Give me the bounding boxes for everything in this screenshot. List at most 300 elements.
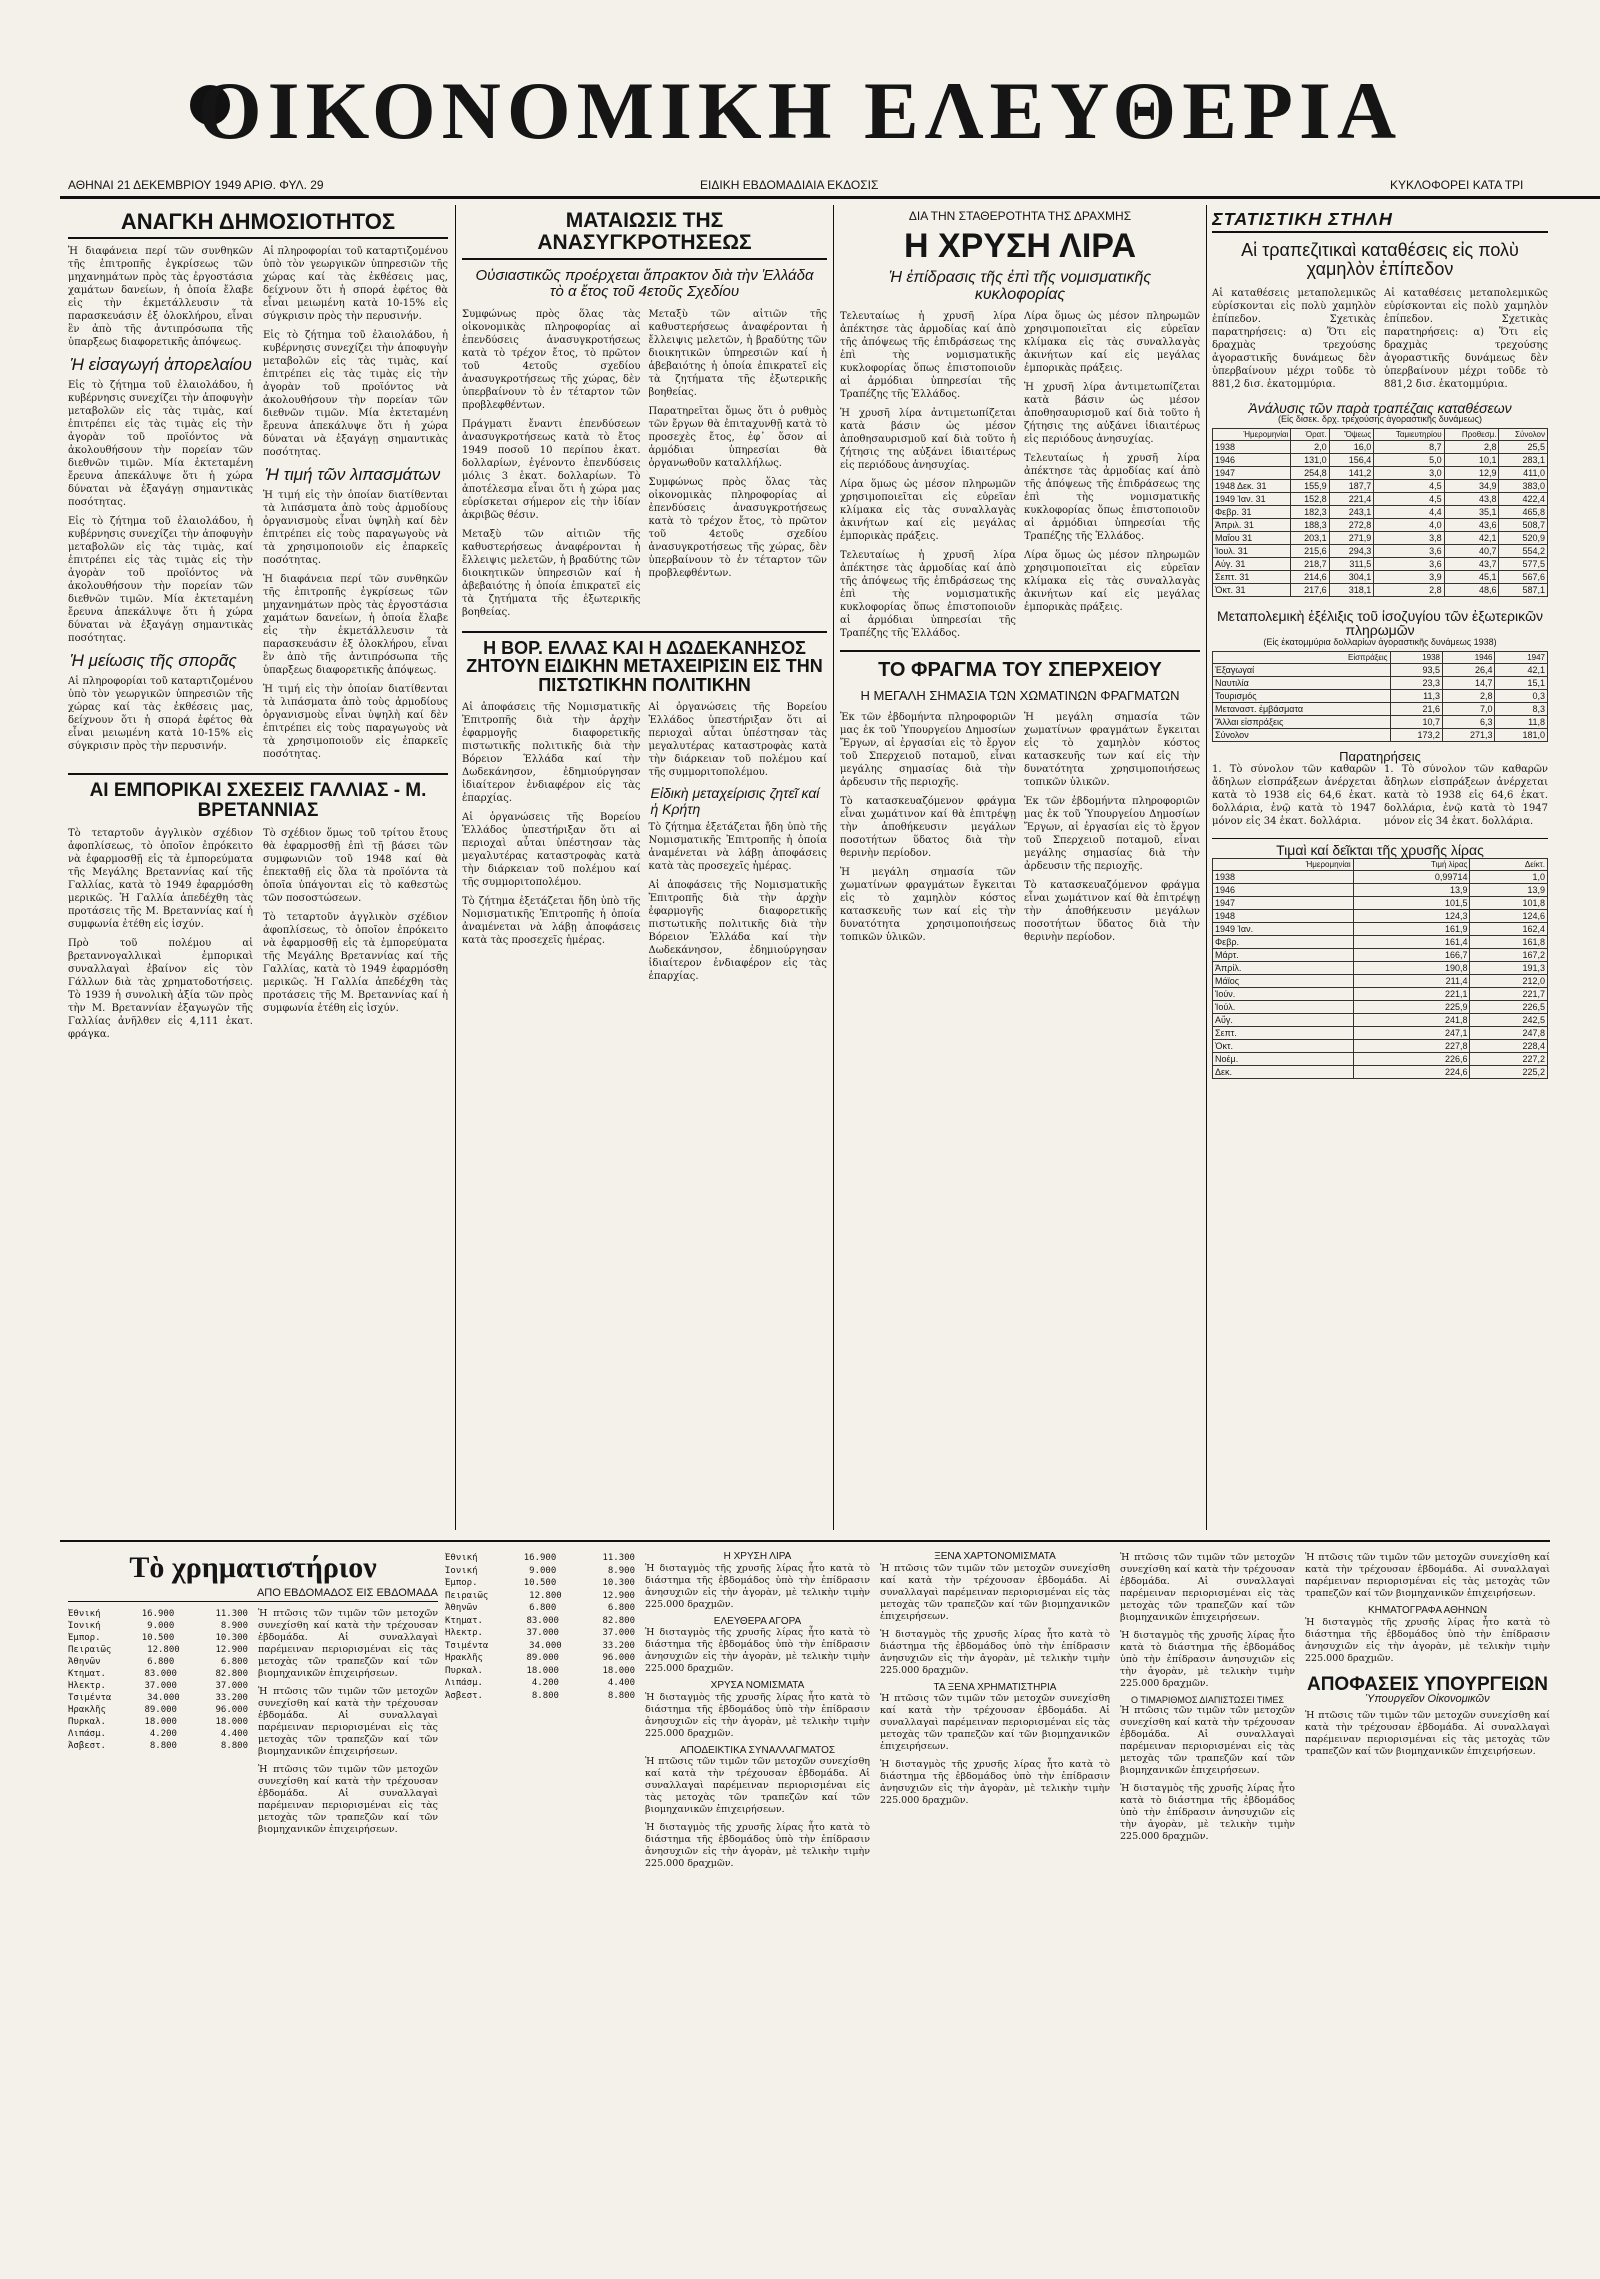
share-value: Ἀθηνῶν: [445, 1603, 478, 1613]
table-row: [1213, 440, 1548, 453]
share-value: 6.800: [220, 1657, 248, 1668]
table-cell: 311,5: [1329, 557, 1374, 570]
paragraph: Ἐκ τῶν ἐβδομήντα πληροφοριῶν μας ἐκ τοῦ Ὑπουργείου Δημοσίων Ἔργων, αἱ ἐργασίαι εἰς τὸ ἔργον τοῦ Σπερχειοῦ ποταμοῦ, εἶναι μεγάλης σημασίας διὰ τὴν ἀρδευσιν τῆς περιοχῆς.: [1024, 795, 1200, 872]
table-row: [1213, 531, 1548, 544]
paragraph: Πρὸ τοῦ πολέμου αἱ βρεταννογαλλικαὶ ἐμπορικαὶ συναλλαγαὶ ἐβαίνον εἰς τὸν Γάλλων διὰ τὰς χρηματοδοτήσεις. Τὸ 1939 ἡ συνολικὴ ἀξία τῶν πρὸς τὴν Μ. Βρεταννίαν ἐξαγωγῶν τῆς Γαλλίας ἀνῆλθεν εἰς 4,111 ἑκατ. φράγκα.: [68, 937, 253, 1040]
table-row: [1213, 948, 1548, 961]
table-header-cell: Προθεσμ.: [1444, 428, 1499, 440]
share-value: 6.800: [529, 1603, 557, 1613]
table-cell: 221,7: [1470, 987, 1548, 1000]
table-cell: 224,6: [1353, 1065, 1470, 1078]
share-value: 82.800: [215, 1669, 248, 1680]
table-row: [1213, 1039, 1548, 1052]
paragraph: Ἡ πτῶσις τῶν τιμῶν τῶν μετοχῶν συνεχίσθη καί κατὰ τὴν τρέχουσαν ἑβδομάδα. Αἱ συναλλαγαὶ παρέμειναν περιορισμέναι εἰς τὰς μετοχὰς τῶν τραπεζῶν καί τῶν βιομηχανικῶν ἐπιχειρήσεων.: [1305, 1552, 1550, 1599]
share-value: 4.200: [531, 1678, 559, 1688]
share-value: 37.000: [144, 1681, 177, 1692]
table-cell: 3,9: [1374, 570, 1444, 583]
table-title-lira: Τιμαὶ καί δεῖκται τῆς χρυσῆς λίρας: [1212, 838, 1548, 858]
table-cell: 1947: [1213, 466, 1291, 479]
table-cell: 161,9: [1353, 922, 1470, 935]
share-value: 8.800: [220, 1741, 248, 1752]
table-cell: 587,1: [1499, 583, 1548, 596]
table-cell: Νοέμ.: [1213, 1052, 1354, 1065]
share-value: Πειραιῶς: [445, 1590, 489, 1601]
table-cell: 241,8: [1353, 1013, 1470, 1026]
paragraph: Ἡ δισταγμὸς τῆς χρυσῆς λίρας ἦτο κατὰ τὸ διάστημα τῆς ἑβδομάδος ὑπὸ τὴν ἐπίδρασιν ἀνησυχιῶν εἰς τὴν ἀγορὰν, μὲ τελικὴν τιμὴν 225.000 δραχμῶν.: [1305, 1616, 1550, 1664]
headline-fragma-spercheiou: ΤΟ ΦΡΑΓΜΑ ΤΟΥ ΣΠΕΡΧΕΙΟΥ: [878, 658, 1162, 681]
subhead-timi: Ἡ τιμή τῶν λιπασμάτων: [265, 465, 441, 485]
table-cell: 520,9: [1499, 531, 1548, 544]
subhead-fragma: Η ΜΕΓΑΛΗ ΣΗΜΑΣΙΑ ΤΩΝ ΧΩΜΑΤΙΝΩΝ ΦΡΑΓΜΑΤΩΝ: [860, 687, 1180, 703]
table-cell: 11,8: [1495, 715, 1548, 728]
table-cell: 12,9: [1444, 466, 1499, 479]
table-cell: 93,5: [1390, 663, 1442, 676]
table-cell: 1938: [1213, 870, 1354, 883]
table-header-cell: Ὁρατ.: [1291, 428, 1329, 440]
table-cell: Ἀπρίλ.: [1213, 961, 1354, 974]
share-value: 11.300: [215, 1609, 248, 1620]
headline-chrimatistirion: Τὸ χρηματιστήριον: [129, 1552, 377, 1584]
paragraph: Ἡ πτῶσις τῶν τιμῶν τῶν μετοχῶν συνεχίσθη καί κατὰ τὴν τρέχουσαν ἑβδομάδα. Αἱ συναλλαγαὶ παρέμειναν περιορισμέναι εἰς τὰς μετοχὰς τῶν τραπεζῶν καί τῶν βιομηχανικῶν ἐπιχειρήσεων.: [1120, 1552, 1295, 1623]
share-row: [68, 1692, 248, 1704]
share-value: 89.000: [526, 1653, 559, 1663]
table-cell: 508,7: [1499, 518, 1548, 531]
paragraph: Ἡ μεγάλη σημασία τῶν χωματίνων φραγμάτων ἔγκειται εἰς τὸ χαμηλὸν κόστος κατασκευῆς των καί εἰς τὴν δυνατότητα χρησιμοποιήσεως τοπικῶν ὑλικῶν.: [840, 866, 1016, 943]
table-cell: 166,7: [1353, 948, 1470, 961]
dateline: ΑΘΗΝΑΙ 21 ΔΕΚΕΜΒΡΙΟΥ 1949 ΑΡΙΘ. ΦΥΛ. 29: [68, 178, 324, 192]
share-value: 6.800: [147, 1657, 175, 1668]
share-value: 6.800: [607, 1603, 635, 1613]
masthead-rule: [60, 196, 1600, 199]
deposits-table: [1212, 428, 1548, 597]
table-cell: Μάρτ.: [1213, 948, 1354, 961]
stock-exchange-section: [68, 1552, 438, 2252]
paragraph: Τὸ τεταρτοῦν ἀγγλικὸν σχέδιον ἀφοπλίσεως, τὸ ὁποῖον ἐπρόκειτο νὰ ἐφαρμοσθῇ εἰς τὰ ἐμπορεύματα τῆς Μεγάλης Βρεταννίας καί τῆς Γαλλίας, κατὰ τὸ 1949 ἐφαρμόσθη μερικῶς. Ἡ Γαλλία ἀπεδέχθη τὰς προτάσεις τῆς Μ. Βρεταννίας καί ἡ συμφωνία ἐτέθη εἰς ἰσχύν.: [68, 827, 253, 930]
table-cell: 218,7: [1291, 557, 1329, 570]
paragraph: Ἡ δισταγμὸς τῆς χρυσῆς λίρας ἦτο κατὰ τὸ διάστημα τῆς ἑβδομάδος ὑπὸ τὴν ἐπίδρασιν ἀνησυχιῶν εἰς τὴν ἀγορὰν, μὲ τελικὴν τιμὴν 225.000 δραχμῶν.: [1120, 1783, 1295, 1843]
table-cell: Σεπτ. 31: [1213, 570, 1291, 583]
table-cell: 4,0: [1374, 518, 1444, 531]
table-cell: Μάϊος: [1213, 974, 1354, 987]
paragraph: Τελευταίως ἡ χρυσῆ λίρα ἀπέκτησε τὰς ἀρμοδίας καί ἀπὸ τῆς ἀπόψεως τῆς ἐπιδράσεως της ἐπὶ τὴς νομισματικῆς κυκλοφορίας ὅπως ἐπιστοποιοῦν αἱ ἀρμόδιαι ὑπηρεσίαι τῆς Τραπέζης τῆς Ἑλλάδος.: [840, 310, 1016, 400]
paragraph: Μεταξὺ τῶν αἰτιῶν τῆς καθυστερήσεως ἀναφέρονται ἡ ἔλλειψις μελετῶν, ἡ βραδύτης τῶν διοικητικῶν ὑπηρεσιῶν καί ἡ ἀβεβαιότης ἡ ὁποία ἐπικρατεῖ εἰς τὰ ζητήματα τῆς ἐξωτερικῆς βοηθείας.: [648, 308, 827, 398]
column-divider: [1206, 205, 1207, 1530]
share-value: 4.200: [149, 1729, 177, 1740]
payments-table: [1212, 651, 1548, 742]
table-row: [1213, 1065, 1548, 1078]
share-value: 10.300: [602, 1578, 635, 1588]
shares-listing: [68, 1608, 248, 1842]
kimatografa-title: ΚΗΜΑΤΟΓΡΑΦΑ ΑΘΗΝΩΝ: [1367, 1605, 1488, 1616]
table-header-cell: Σύνολον: [1499, 428, 1548, 440]
subhead-chrimatistirion: ΑΠΟ ΕΒΔΟΜΑΔΟΣ ΕΙΣ ΕΒΔΟΜΑΔΑ: [68, 1588, 438, 1603]
share-value: 12.900: [215, 1645, 248, 1656]
table-row: [1213, 909, 1548, 922]
paragraph: Αἱ πληροφορίαι τοῦ καταρτιζομένου ὑπὸ τὸν γεωργικῶν ὑπηρεσιῶν τῆς χώρας καί τὰς ἐκθέσεις μας, δείχνουν ὅτι ἡ σπορά ἐφέτος θὰ εἶναι μειωμένη κατὰ 10-15% εἰς σύγκρισιν πρὸς τὴν περυσινήν.: [263, 246, 448, 323]
table-row: [1213, 961, 1548, 974]
table-cell: 6,3: [1443, 715, 1495, 728]
share-value: 12.800: [529, 1590, 562, 1601]
table-cell: 10,1: [1444, 453, 1499, 466]
table-cell: 422,4: [1499, 492, 1548, 505]
table-cell: 242,5: [1470, 1013, 1548, 1026]
table-cell: 21,6: [1390, 702, 1442, 715]
table-row: [1213, 1052, 1548, 1065]
foreign-markets-title: ΤΑ ΞΕΝΑ ΧΡΗΜΑΤΙΣΤΗΡΙΑ: [933, 1681, 1057, 1693]
share-value: 33.200: [602, 1640, 635, 1651]
paragraph: Συμφώνως πρὸς ὅλας τὰς οἰκονομικὰς πληροφορίας αἱ ἐπενδύσεις ἀνασυγκροτήσεως κατὰ τὸ τρέχον ἔτος, τὸ πρῶτον τοῦ 4ετοῦς σχεδίου ἀνασυγκροτήσεως τῆς χώρας, δὲν ὑπερβαίνουν τὸ ἐν τέταρτον τῶν προβλεφθέντων.: [462, 308, 641, 411]
table-cell: 25,5: [1499, 440, 1548, 453]
table-cell: 3,6: [1374, 557, 1444, 570]
share-row: [68, 1680, 248, 1692]
share-value: 16.900: [141, 1609, 175, 1620]
table-cell: Ἐξαγωγαί: [1213, 663, 1391, 676]
subhead-kriti: Εἰδικὴ μεταχείρισις ζητεῖ καί ἡ Κρήτη: [650, 785, 820, 818]
paragraph: Ἡ χρυσῆ λίρα ἀντιμετωπίζεται κατὰ βάσιν ὡς μέσον ἀποθησαυρισμοῦ καί διὰ τοῦτο ἡ ζήτησις της αὐξάνει ἰδιαιτέρως εἰς περιόδους ἀνησυχίας.: [840, 407, 1016, 471]
table-cell: 243,1: [1329, 505, 1374, 518]
table-cell: 155,9: [1291, 479, 1329, 492]
table-cell: 0,99714: [1353, 870, 1470, 883]
share-value: Ἰονική: [445, 1565, 478, 1576]
table-row: [1213, 583, 1548, 596]
table-cell: 577,5: [1499, 557, 1548, 570]
table-cell: Ἀπριλ. 31: [1213, 518, 1291, 531]
table-header-cell: Εἰσπράξεις: [1213, 651, 1391, 663]
share-value: 83.000: [144, 1669, 177, 1680]
table-cell: 11,3: [1390, 689, 1442, 702]
share-value: 10.500: [523, 1578, 557, 1588]
share-value: 12.900: [602, 1590, 635, 1601]
table-cell: 2,8: [1374, 583, 1444, 596]
table-cell: 1946: [1213, 453, 1291, 466]
table-cell: 42,1: [1444, 531, 1499, 544]
paragraph: Τελευταίως ἡ χρυσῆ λίρα ἀπέκτησε τὰς ἀρμοδίας καί ἀπὸ τῆς ἀπόψεως τῆς ἐπιδράσεως της ἐπὶ τὴς νομισματικῆς κυκλοφορίας ὅπως ἐπιστοποιοῦν αἱ ἀρμόδιαι ὑπηρεσίαι τῆς Τραπέζης τῆς Ἑλλάδος.: [840, 549, 1016, 639]
share-value: 89.000: [144, 1705, 177, 1716]
headline-voreios-ellas: Η ΒΟΡ. ΕΛΛΑΣ ΚΑΙ Η ΔΩΔΕΚΑΝΗΣΟΣ ΖΗΤΟΥΝ ΕΙΔΙΚΗΝ ΜΕΤΑΧΕΙΡΙΣΙΝ ΕΙΣ ΤΗΝ ΠΙΣΤΩΤΙΚΗΝ ΠΟΛΙΤΙΚΗΝ: [466, 637, 823, 696]
foreign-notes-title: ΞΕΝΑ ΧΑΡΤΟΝΟΜΙΣΜΑΤΑ: [934, 1552, 1056, 1562]
table-row: [1213, 728, 1548, 741]
table-cell: 45,1: [1444, 570, 1499, 583]
share-value: 37.000: [526, 1628, 559, 1638]
table-cell: 411,0: [1499, 466, 1548, 479]
table-cell: Ναυτιλία: [1213, 676, 1391, 689]
kicker-drachmi: ΔΙΑ ΤΗΝ ΣΤΑΘΕΡΟΤΗΤΑ ΤΗΣ ΔΡΑΧΜΗΣ: [908, 210, 1132, 223]
share-value: Λιπάσμ.: [445, 1678, 483, 1688]
share-value: 4.400: [220, 1729, 248, 1740]
foreign-notes-section: [880, 1552, 1110, 2252]
subhead-meiosis: Ἡ μείωσις τῆς σπορᾶς: [70, 651, 237, 671]
table-cell: 465,8: [1499, 505, 1548, 518]
paragraph: Μεταξὺ τῶν αἰτιῶν τῆς καθυστερήσεως ἀναφέρονται ἡ ἔλλειψις μελετῶν, ἡ βραδύτης τῶν διοικητικῶν ὑπηρεσιῶν καί ἡ ἀβεβαιότης ἡ ὁποία ἐπικρατεῖ εἰς τὰ ζητήματα τῆς ἐξωτερικῆς βοηθείας.: [462, 528, 641, 618]
share-value: 83.000: [526, 1615, 559, 1626]
share-value: Ἰονική: [68, 1621, 101, 1632]
table-cell: 7,0: [1443, 702, 1495, 715]
share-value: 34.000: [147, 1693, 180, 1704]
table-cell: 1948 Δεκ. 31: [1213, 479, 1291, 492]
shares-listing-continued: [445, 1552, 635, 2252]
table-cell: 162,4: [1470, 922, 1548, 935]
table-cell: 161,4: [1353, 935, 1470, 948]
paragraph: Ἡ τιμή εἰς τὴν ὁποίαν διατίθενται τὰ λιπάσματα ἀπὸ τοὺς ἀρμοδίους ὀργανισμοὺς εἶναι ὑψηλὴ καί δὲν ἐπιτρέπει εἰς τοὺς παραγωγοὺς νὰ τὰ χρησιμοποιοῦν εἰς ἐπαρκεῖς ποσότητας.: [263, 684, 448, 761]
timarithmos-title: Ο ΤΙΜΑΡΙΘΜΟΣ ΔΙΑΠΙΣΤΩΣΕΙ ΤΙΜΕΣ: [1130, 1695, 1284, 1705]
paragraph: Ἡ πτῶσις τῶν τιμῶν τῶν μετοχῶν συνεχίσθη καί κατὰ τὴν τρέχουσαν ἑβδομάδα. Αἱ συναλλαγαὶ παρέμειναν περιορισμέναι εἰς τὰς μετοχὰς τῶν τραπεζῶν καί τῶν βιομηχανικῶν ἐπιχειρήσεων.: [645, 1756, 870, 1815]
table-cell: 2,8: [1443, 689, 1495, 702]
banner-statistiki: ΣΤΑΤΙΣΤΙΚΗ ΣΤΗΛΗ: [1212, 210, 1548, 233]
share-value: Πυρκαλ.: [68, 1717, 106, 1728]
paragraph: Ἡ δισταγμὸς τῆς χρυσῆς λίρας ἦτο κατὰ τὸ διάστημα τῆς ἑβδομάδος ὑπὸ τὴν ἐπίδρασιν ἀνησυχιῶν εἰς τὴν ἀγορὰν, μὲ τελικὴν τιμὴν 225.000 δραχμῶν.: [1120, 1630, 1295, 1689]
share-value: Κτηματ.: [445, 1615, 483, 1626]
headline-chrysi-lira: Η ΧΡΥΣΗ ΛΙΡΑ: [903, 226, 1136, 265]
share-value: 96.000: [602, 1653, 635, 1663]
share-row: [68, 1668, 248, 1680]
table-cell: 5,0: [1374, 453, 1444, 466]
table-cell: 203,1: [1291, 531, 1329, 544]
table-title-isozygio: Μεταπολεμικὴ ἐξέλιξις τοῦ ἰσοζυγίου τῶν ἐξωτερικῶν πληρωμῶν: [1216, 607, 1544, 639]
headline-katatheseis: Αἱ τραπεζιτικαὶ καταθέσεις εἰς πολὺ χαμηλὸν ἐπίπεδον: [1241, 239, 1519, 279]
table-row: [1213, 492, 1548, 505]
share-value: 18.000: [602, 1665, 635, 1676]
table-cell: 141,2: [1329, 466, 1374, 479]
table-cell: 211,4: [1353, 974, 1470, 987]
share-value: 37.000: [602, 1628, 635, 1638]
share-row: [445, 1652, 635, 1665]
column-mataiosis: [462, 210, 827, 1530]
table-cell: 1,0: [1470, 870, 1548, 883]
table-cell: 26,4: [1443, 663, 1495, 676]
table-header-cell: Δείκτ.: [1470, 858, 1548, 870]
paragraph: Αἱ ὀργανώσεις τῆς Βορείου Ἑλλάδος ὑπεστήριξαν ὅτι αἱ περιοχαὶ αὗται ὑπέστησαν τὰς μεγαλυτέρας καταστροφὰς κατὰ τὴν διάρκειαν τοῦ πολέμου καί τῆς συμμοριτοπολέμου.: [648, 702, 827, 779]
paragraph: Τὸ σχέδιον ὅμως τοῦ τρίτου ἔτους θὰ ἐφαρμοσθῇ ἐπὶ τῇ βάσει τῶν συμφωνιῶν τοῦ 1948 καί θὰ ἐπεκταθῇ εἰς ὅλα τὰ προϊόντα τὰ ὁποῖα ὑπάγονται εἰς τὸ καθεστὼς τῶν ποσοστώσεων.: [263, 827, 448, 904]
table-cell: 1938: [1213, 440, 1291, 453]
table-cell: Μαΐου 31: [1213, 531, 1291, 544]
share-row: [445, 1590, 635, 1603]
table-cell: 1948: [1213, 909, 1354, 922]
table-cell: 124,6: [1470, 909, 1548, 922]
share-row: [445, 1690, 635, 1703]
share-value: Ἀθηνῶν: [68, 1657, 101, 1668]
share-value: 9.000: [529, 1565, 557, 1576]
table-cell: 225,9: [1353, 1000, 1470, 1013]
share-row: [68, 1644, 248, 1656]
share-value: Τσιμέντα: [445, 1640, 489, 1651]
table-cell: 42,1: [1495, 663, 1548, 676]
table-cell: 217,6: [1291, 583, 1329, 596]
table-row: [1213, 883, 1548, 896]
table-cell: 4,5: [1374, 479, 1444, 492]
table-cell: 226,5: [1470, 1000, 1548, 1013]
share-row: [68, 1620, 248, 1632]
paragraph: Εἰς τὸ ζήτημα τοῦ ἐλαιολάδου, ἡ κυβέρνησις συνεχίζει τὴν ἀποφυγὴν μεταβολῶν εἰς τὰς τιμὰς, καί ἐπιτρέπει εἰς τὰς τιμὰς εἰς τὴν ἀγορὰν τοῦ προϊόντος νὰ ἀκολουθήσουν τὴν πορείαν τῶν διεθνῶν τιμῶν. Μία ἐκτεταμένη ἔρευνα ἀπεκάλυψε ὅτι ἡ χώρα δύναται νὰ ἐξαγάγῃ σημαντικὰς ποσότητας.: [68, 516, 253, 645]
table-header-cell: Ἡμερομηνίαι: [1213, 858, 1354, 870]
paragraph: Ἡ πτῶσις τῶν τιμῶν τῶν μετοχῶν συνεχίσθη καί κατὰ τὴν τρέχουσαν ἑβδομάδα. Αἱ συναλλαγαὶ παρέμειναν περιορισμέναι εἰς τὰς μετοχὰς τῶν τραπεζῶν καί τῶν βιομηχανικῶν ἐπιχειρήσεων.: [880, 1562, 1110, 1622]
table-cell: 188,3: [1291, 518, 1329, 531]
share-value: 18.000: [526, 1665, 559, 1676]
table-cell: 567,6: [1499, 570, 1548, 583]
table-cell: 318,1: [1329, 583, 1374, 596]
table-header-cell: 1946: [1443, 651, 1495, 663]
share-value: 82.800: [602, 1615, 635, 1626]
share-value: Ἠλεκτρ.: [68, 1681, 106, 1692]
table-cell: 16,0: [1329, 440, 1374, 453]
paragraph: Πράγματι ἔναντι ἐπενδύσεων ἀνασυγκροτήσεως κατὰ τὸ ἔτος 1949 ποσοῦ 10 περίπου ἑκατ. δολλαρίων, ἐγένοντο ἐπενδύσεις μόλις 3 ἑκατ. δολλαρίων. Τὸ ἀποτέλεσμα εἶναι ὅτι ἡ χώρα μας εὑρίσκεται σήμερον εἰς τὴν ἰδίαν ἀκριβῶς θέσιν.: [462, 418, 641, 521]
table-cell: 13,9: [1353, 883, 1470, 896]
column-statistiki: [1212, 210, 1548, 1530]
table-cell: 40,7: [1444, 544, 1499, 557]
paragraph: Ἡ δισταγμὸς τῆς χρυσῆς λίρας ἦτο κατὰ τὸ διάστημα τῆς ἑβδομάδος ὑπὸ τὴν ἐπίδρασιν ἀνησυχιῶν εἰς τὴν ἀγορὰν, μὲ τελικὴν τιμὴν 225.000 δραχμῶν.: [880, 1759, 1110, 1806]
table-row: [1213, 518, 1548, 531]
share-row: [68, 1704, 248, 1716]
table-cell: 10,7: [1390, 715, 1442, 728]
table-cell: 254,8: [1291, 466, 1329, 479]
table-cell: 101,5: [1353, 896, 1470, 909]
share-value: 11.300: [602, 1553, 635, 1563]
share-value: 8.800: [531, 1690, 559, 1701]
table-row: [1213, 689, 1548, 702]
table-cell: 43,8: [1444, 492, 1499, 505]
table-cell: 247,8: [1470, 1026, 1548, 1039]
table-cell: 247,1: [1353, 1026, 1470, 1039]
table-cell: 2,8: [1444, 440, 1499, 453]
table-cell: 271,9: [1329, 531, 1374, 544]
table-header-cell: 1938: [1390, 651, 1442, 663]
table-cell: 173,2: [1390, 728, 1442, 741]
share-row: [68, 1740, 248, 1752]
table-cell: 101,8: [1470, 896, 1548, 909]
share-value: 96.000: [215, 1705, 248, 1716]
paragraph: Ἡ μεγάλη σημασία τῶν χωματίνων φραγμάτων ἔγκειται εἰς τὸ χαμηλὸν κόστος κατασκευῆς των καί εἰς τὴν δυνατότητα χρησιμοποιήσεως τοπικῶν ὑλικῶν.: [1024, 711, 1200, 788]
share-value: 8.800: [149, 1741, 177, 1752]
table-cell: 1949 Ἰαν. 31: [1213, 492, 1291, 505]
table-cell: Ἰούλ.: [1213, 1000, 1354, 1013]
subhead-mataiosis: Οὐσιαστικῶς προέρχεται ἄπρακτον διὰ τὴν Ἑλλάδα τὸ α ἔτος τοῦ 4ετοῦς Σχεδίου: [475, 267, 814, 300]
share-row: [68, 1716, 248, 1728]
table-cell: 181,0: [1495, 728, 1548, 741]
paragraph: Ἡ πτῶσις τῶν τιμῶν τῶν μετοχῶν συνεχίσθη καί κατὰ τὴν τρέχουσαν ἑβδομάδα. Αἱ συναλλαγαὶ παρέμειναν περιορισμέναι εἰς τὰς μετοχὰς τῶν τραπεζῶν καί τῶν βιομηχανικῶν ἐπιχειρήσεων.: [258, 1686, 438, 1758]
gold-free-market-section: [645, 1552, 870, 2252]
share-value: 9.000: [147, 1621, 175, 1632]
share-value: 18.000: [144, 1717, 177, 1728]
share-value: 8.800: [607, 1690, 635, 1701]
table-cell: Τουρισμός: [1213, 689, 1391, 702]
table-row: [1213, 1013, 1548, 1026]
table-cell: 0,3: [1495, 689, 1548, 702]
table-cell: 15,1: [1495, 676, 1548, 689]
table-cell: 8,7: [1374, 440, 1444, 453]
paragraph: Τὸ ζήτημα ἐξετάζεται ἤδη ὑπὸ τῆς Νομισματικῆς Ἐπιτροπῆς ἡ ὁποία ἀναμένεται νὰ λάβῃ ἀποφάσεις κατὰ τὰς προσεχεῖς ἡμέρας.: [462, 896, 641, 947]
table-header-cell: 1947: [1495, 651, 1548, 663]
paragraph: Λίρα ὅμως ὡς μέσον πληρωμῶν χρησιμοποιεῖται εἰς εὐρεῖαν κλίμακα εἰς τὰς συναλλαγὰς ἀκινήτων καί εἰς μεγάλας ἐμπορικὰς πράξεις.: [1024, 549, 1200, 613]
share-row: [445, 1677, 635, 1690]
table-cell: 271,3: [1443, 728, 1495, 741]
table-row: [1213, 896, 1548, 909]
table-cell: 304,1: [1329, 570, 1374, 583]
table-row: [1213, 479, 1548, 492]
table-row: [1213, 702, 1548, 715]
paragraph: Συμφώνως πρὸς ὅλας τὰς οἰκονομικὰς πληροφορίας αἱ ἐπενδύσεις ἀνασυγκροτήσεως κατὰ τὸ τρέχον ἔτος, τὸ πρῶτον τοῦ 4ετοῦς σχεδίου ἀνασυγκροτήσεως τῆς χώρας, δὲν ὑπερβαίνουν τὸ ἐν τέταρτον τῶν προβλεφθέντων.: [648, 476, 827, 579]
paragraph: Ἡ πτῶσις τῶν τιμῶν τῶν μετοχῶν συνεχίσθη καί κατὰ τὴν τρέχουσαν ἑβδομάδα. Αἱ συναλλαγαὶ παρέμειναν περιορισμέναι εἰς τὰς μετοχὰς τῶν τραπεζῶν καί τῶν βιομηχανικῶν ἐπιχειρήσεων.: [1305, 1709, 1550, 1757]
table-cell: Σεπτ.: [1213, 1026, 1354, 1039]
gold-title: Η ΧΡΥΣΗ ΛΙΡΑ: [723, 1552, 792, 1562]
table-header-cell: Ὅψεως: [1329, 428, 1374, 440]
share-value: Ἐμπορ.: [445, 1578, 478, 1588]
table-row: [1213, 1000, 1548, 1013]
paragraph: Τὸ ζήτημα ἐξετάζεται ἤδη ὑπὸ τῆς Νομισματικῆς Ἐπιτροπῆς ἡ ὁποία ἀναμένεται νὰ λάβῃ ἀποφάσεις κατὰ τὰς προσεχεῖς ἡμέρας.: [648, 822, 827, 873]
share-value: 33.200: [215, 1693, 248, 1704]
share-value: Τσιμέντα: [68, 1693, 112, 1704]
table-cell: 225,2: [1470, 1065, 1548, 1078]
table-cell: 4,4: [1374, 505, 1444, 518]
table-cell: 221,4: [1329, 492, 1374, 505]
paragraph: Αἱ ἀποφάσεις τῆς Νομισματικῆς Ἐπιτροπῆς διὰ τὴν ἀρχὴν ἐφαρμογῆς διαφορετικῆς πιστωτικῆς πολιτικῆς διὰ τὴν Βόρειον Ἑλλάδα καί τὴν Δωδεκάνησον, ἐδημιούργησαν ἰδιαίτερον ἐνδιαφέρον εἰς τὰς ἐπαρχίας.: [462, 702, 641, 805]
circulation-label: ΚΥΚΛΟΦΟΡΕΙ ΚΑΤΑ ΤΡΙ: [1390, 178, 1524, 192]
paragraph: Ἡ δισταγμὸς τῆς χρυσῆς λίρας ἦτο κατὰ τὸ διάστημα τῆς ἑβδομάδος ὑπὸ τὴν ἐπίδρασιν ἀνησυχιῶν εἰς τὴν ἀγορὰν, μὲ τελικὴν τιμὴν 225.000 δραχμῶν.: [645, 1562, 870, 1610]
table-cell: 152,8: [1291, 492, 1329, 505]
edition-label: ΕΙΔΙΚΗ ΕΒΔΟΜΑΔΙΑΙΑ ΕΚΔΟΣΙΣ: [700, 178, 879, 192]
table-cell: 1949 Ἰαν.: [1213, 922, 1354, 935]
table-cell: 182,3: [1291, 505, 1329, 518]
share-row: [445, 1615, 635, 1628]
share-row: [68, 1728, 248, 1740]
notes-text: 1. Τὸ σύνολον τῶν καθαρῶν ἄδηλων εἰσπράξεων ἀνέρχεται κατὰ τὸ 1938 εἰς 64,6 ἑκατ. δολλάρια, ἐνῷ κατὰ τὸ 1947 μόνον εἰς 34 ἑκατ. δολλάρια.: [1212, 764, 1376, 828]
table-cell: 272,8: [1329, 518, 1374, 531]
paragraph: Εἰς τὸ ζήτημα τοῦ ἐλαιολάδου, ἡ κυβέρνησις συνεχίζει τὴν ἀποφυγὴν μεταβολῶν εἰς τὰς τιμὰς, καί ἐπιτρέπει εἰς τὰς τιμὰς εἰς τὴν ἀγορὰν τοῦ προϊόντος νὰ ἀκολουθήσουν τὴν πορείαν τῶν διεθνῶν τιμῶν. Μία ἐκτεταμένη ἔρευνα ἀπεκάλυψε ὅτι ἡ χώρα δύναται νὰ ἐξαγάγῃ σημαντικὰς ποσότητας.: [68, 380, 253, 509]
coins-title: ΧΡΥΣΑ ΝΟΜΙΣΜΑΤΑ: [710, 1680, 805, 1691]
table-cell: Αὐγ. 31: [1213, 557, 1291, 570]
table-cell: 3,6: [1374, 544, 1444, 557]
share-value: 18.000: [215, 1717, 248, 1728]
share-row: [445, 1565, 635, 1578]
table-cell: 228,4: [1470, 1039, 1548, 1052]
paragraph: Ἡ διαφάνεια περί τῶν συνθηκῶν τῆς ἐπιτροπῆς ἐγκρίσεως τῶν μηχανημάτων πρὸς τὰς ἐργοστάσια χαμάτων δανείων, ἡ ὁποία ἔλαβε εἰς τὴν ἐκμετάλλευσιν τὰ παρασκευάσιν ἐξ ὁλοκλήρου, εἶναι ἓν ἀπὸ τῆς ἀντιπρόσωπα τῆς ὑπαρξεως διαφορετικῆς ἀπόψεως.: [68, 246, 253, 349]
table-cell: 221,1: [1353, 987, 1470, 1000]
paragraph: Ἡ τιμή εἰς τὴν ὁποίαν διατίθενται τὰ λιπάσματα ἀπὸ τοὺς ἀρμοδίους ὀργανισμοὺς εἶναι ὑψηλὴ καί δὲν ἐπιτρέπει εἰς τοὺς παραγωγοὺς νὰ τὰ χρησιμοποιοῦν εἰς ἐπαρκεῖς ποσότητας.: [263, 490, 448, 567]
notes-title: Παρατηρήσεις: [1339, 748, 1421, 764]
share-value: Ἄσβεστ.: [445, 1690, 483, 1701]
table-cell: 215,6: [1291, 544, 1329, 557]
table-row: [1213, 453, 1548, 466]
share-value: 8.900: [220, 1621, 248, 1632]
table-cell: 226,6: [1353, 1052, 1470, 1065]
table-cell: Ὀκτ.: [1213, 1039, 1354, 1052]
table-cell: 43,6: [1444, 518, 1499, 531]
table-row: [1213, 663, 1548, 676]
table-cell: 4,5: [1374, 492, 1444, 505]
newspaper-title: ΟΙΚΟΝΟΜΙΚΗ ΕΛΕΥΘΕΡΙΑ: [197, 65, 1403, 156]
table-cell: 35,1: [1444, 505, 1499, 518]
paragraph: Αἱ ἀποφάσεις τῆς Νομισματικῆς Ἐπιτροπῆς διὰ τὴν ἀρχὴν ἐφαρμογῆς διαφορετικῆς πιστωτικῆς πολιτικῆς διὰ τὴν Βόρειον Ἑλλάδα καί τὴν Δωδεκάνησον, ἐδημιούργησαν ἰδιαίτερον ἐνδιαφέρον εἰς τὰς ἐπαρχίας.: [648, 880, 827, 983]
share-row: [445, 1552, 635, 1565]
table-subtitle-isozygio: (Εἰς ἑκατομμύρια δολλαρίων ἀγοραστικῆς δυνάμεως 1938): [1263, 637, 1497, 648]
share-value: 10.300: [215, 1633, 248, 1644]
column-divider: [455, 205, 456, 1530]
paragraph: Ἡ πτῶσις τῶν τιμῶν τῶν μετοχῶν συνεχίσθη καί κατὰ τὴν τρέχουσαν ἑβδομάδα. Αἱ συναλλαγαὶ παρέμειναν περιορισμέναι εἰς τὰς μετοχὰς τῶν τραπεζῶν καί τῶν βιομηχανικῶν ἐπιχειρήσεων.: [258, 1764, 438, 1836]
share-value: 16.900: [523, 1553, 557, 1563]
share-value: Πυρκαλ.: [445, 1665, 483, 1676]
paragraph: Ἡ χρυσῆ λίρα ἀντιμετωπίζεται κατὰ βάσιν ὡς μέσον ἀποθησαυρισμοῦ καί διὰ τοῦτο ἡ ζήτησις της αὐξάνει ἰδιαιτέρως εἰς περιόδους ἀνησυχίας.: [1024, 381, 1200, 445]
table-cell: 214,6: [1291, 570, 1329, 583]
subhead-apofaseis: Ὑπουργεῖον Οἰκονομικῶν: [1365, 1693, 1490, 1706]
share-value: 4.400: [607, 1678, 635, 1688]
table-row: [1213, 870, 1548, 883]
table-cell: Δεκ.: [1213, 1065, 1354, 1078]
subhead-chrysi-lira: Ἡ ἐπίδρασις τῆς ἐπὶ τῆς νομισματικῆς κυκλοφορίας: [888, 269, 1152, 304]
table-title-analysis: Ἀνάλυσις τῶν παρὰ τραπέζαις καταθέσεων: [1248, 399, 1512, 416]
paragraph: Αἱ καταθέσεις μεταπολεμικῶς εὑρίσκονται εἰς πολὺ χαμηλὸν ἐπίπεδον. Σχετικὰς παρατηρήσεις: α) Ὅτι εἰς δραχμὰς τρεχούσης ἀγοραστικῆς δυνάμεως δὲν ὑπερβαίνουν μέχρι τοῦδε τὸ 881,2 δισ. ἐκατομμύρια.: [1212, 287, 1376, 390]
share-value: Ἠλεκτρ.: [445, 1628, 483, 1638]
column-chrysi-lira: [840, 210, 1200, 1530]
paragraph: Ἡ δισταγμὸς τῆς χρυσῆς λίρας ἦτο κατὰ τὸ διάστημα τῆς ἑβδομάδος ὑπὸ τὴν ἐπίδρασιν ἀνησυχιῶν εἰς τὴν ἀγορὰν, μὲ τελικὴν τιμὴν 225.000 δραχμῶν.: [645, 1822, 870, 1869]
paragraph: Αἱ πληροφορίαι τοῦ καταρτιζομένου ὑπὸ τὸν γεωργικῶν ὑπηρεσιῶν τῆς χώρας καί τὰς ἐκθέσεις μας, δείχνουν ὅτι ἡ σπορά ἐφέτος θὰ εἶναι μειωμένη κατὰ 10-15% εἰς σύγκρισιν πρὸς τὴν περυσινήν.: [68, 676, 253, 753]
